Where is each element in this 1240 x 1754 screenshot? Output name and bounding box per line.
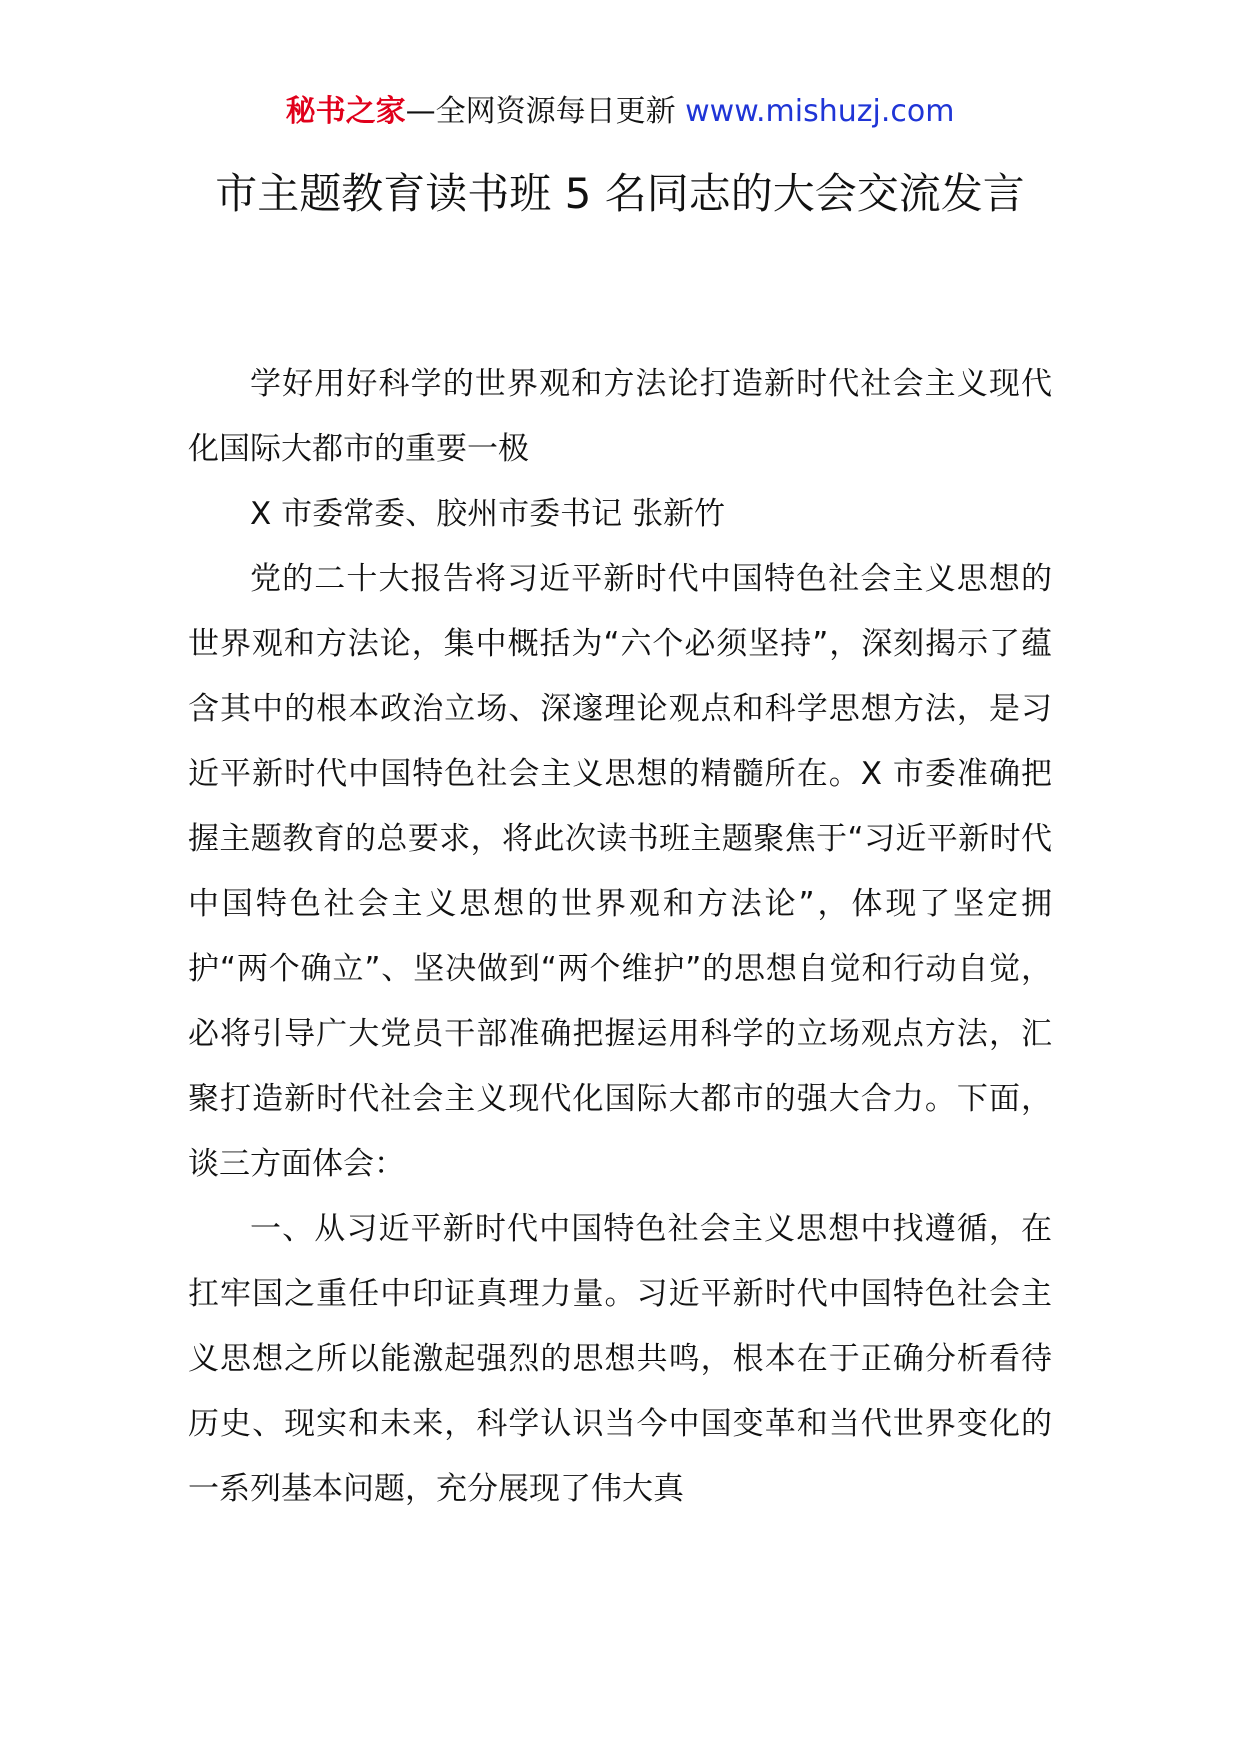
document-body: [188, 352, 1052, 1522]
body-paragraph: 党的二十大报告将习近平新时代中国特色社会主义思想的世界观和方法论，集中概括为“六个必须坚持”，深刻揭示了蕴含其中的根本政治立场、深邃理论观点和科学思想方法，是习近平新时代中国特色社会主义思想的精髓所在。X 市委准确把握主题教育的总要求，将此次读书班主题聚焦于“习近平新时代中国特色社会主义思想的世界观和方法论”，体现了坚定拥护“两个确立”、坚决做到“两个维护”的思想自觉和行动自觉，必将引导广大党员干部准确把握运用科学的立场观点方法，汇聚打造新时代社会主义现代化国际大都市的强大合力。下面，谈三方面体会：: [188, 561, 1052, 1182]
body-paragraph: 一、从习近平新时代中国特色社会主义思想中找遵循，在扛牢国之重任中印证真理力量。习近平新时代中国特色社会主义思想之所以能激起强烈的思想共鸣，根本在于正确分析看待历史、现实和未来，科学认识当今中国变革和当代世界变化的一系列基本问题，充分展现了伟大真: [188, 1211, 1052, 1507]
document-title: 市主题教育读书班 5 名同志的大会交流发言: [215, 169, 1025, 218]
site-url-link[interactable]: www.mishuzj.com: [685, 94, 955, 129]
site-brand: 秘书之家: [285, 94, 406, 129]
speaker-line: X 市委常委、胶州市委书记 张新竹: [250, 496, 725, 532]
site-header: [0, 92, 1240, 132]
site-tagline: —全网资源每日更新: [405, 94, 676, 129]
section-heading: 学好用好科学的世界观和方法论打造新时代社会主义现代化国际大都市的重要一极: [188, 366, 1052, 467]
